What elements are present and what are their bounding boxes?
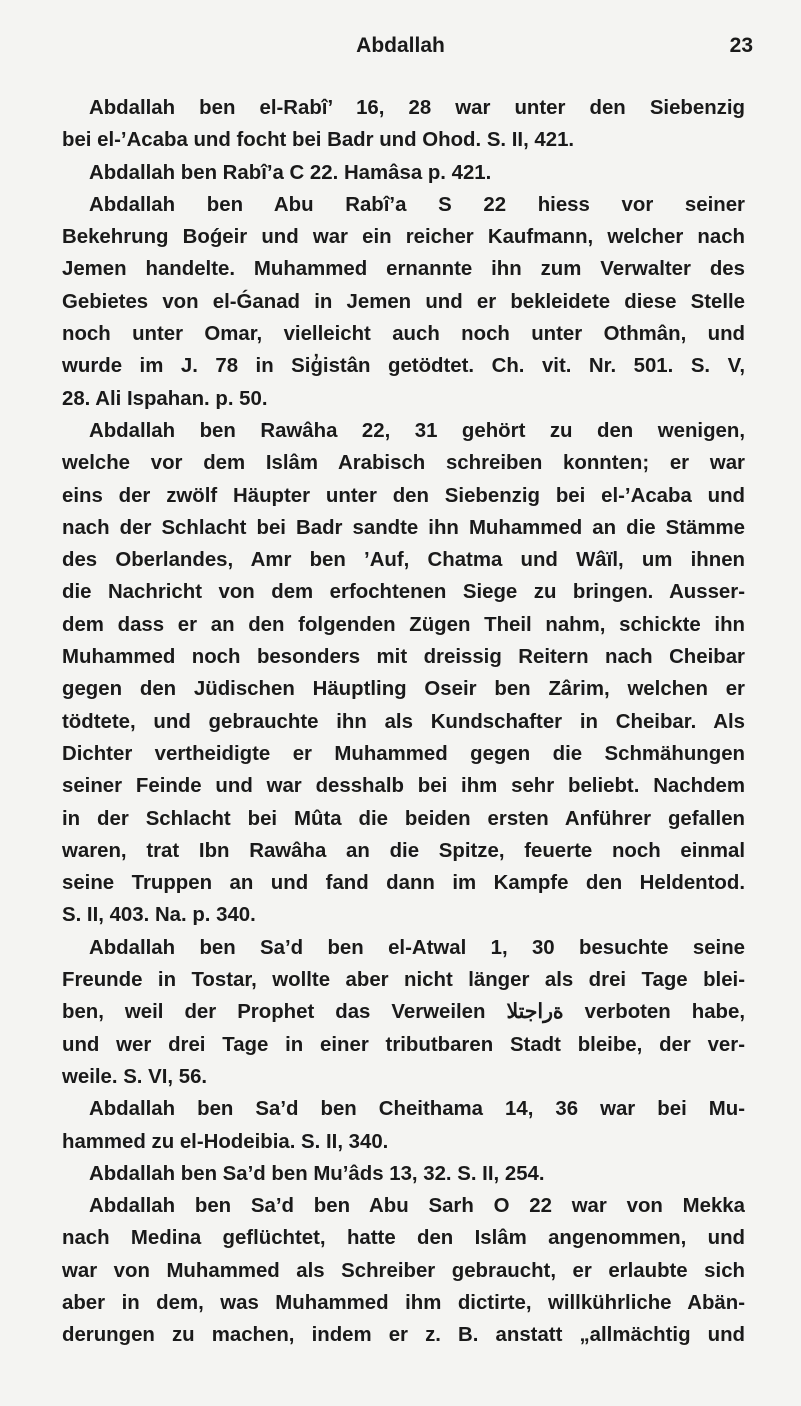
text-line: Abdallah ben Rabî’a C 22. Hamâsa p. 421.	[89, 161, 492, 184]
text-line: gegen den Jüdischen Häuptling Oseir ben Zârim, welchen er	[62, 678, 745, 701]
text-line: welche vor dem Islâm Arabisch schreiben konnten; er war	[62, 452, 745, 475]
text-line: Gebietes von el-Ǵanad in Jemen und er bekleidete diese Stelle	[62, 290, 745, 313]
text-line: derungen zu machen, indem er z. B. anstatt „allmächtig und	[62, 1324, 745, 1347]
dictionary-text-body	[62, 92, 745, 1352]
text-line: waren, trat Ibn Rawâha an die Spitze, feuerte noch einmal	[62, 839, 745, 862]
text-line: Freunde in Tostar, wollte aber nicht länger als drei Tage blei-	[62, 969, 745, 992]
text-line: Abdallah ben Abu Rabî’a S 22 hiess vor seiner	[89, 193, 745, 216]
text-line: aber in dem, was Muhammed ihm dictirte, willkührliche Abän-	[62, 1291, 745, 1314]
running-head	[0, 34, 801, 64]
text-line: wurde im J. 78 in Sig̓istân getödtet. Ch. vit. Nr. 501. S. V,	[62, 355, 745, 378]
text-line: ben, weil der Prophet das Verweilen ةراجتلا verboten habe,	[62, 1001, 745, 1024]
text-line: seiner Feinde und war desshalb bei ihm sehr beliebt. Nachdem	[62, 775, 745, 798]
page-header-title: Abdallah	[356, 34, 445, 57]
text-line: weile. S. VI, 56.	[62, 1065, 208, 1088]
text-line: war von Muhammed als Schreiber gebraucht, er erlaubte sich	[62, 1259, 745, 1282]
text-line: Abdallah ben Sa’d ben Abu Sarh O 22 war von Mekka	[89, 1195, 745, 1218]
text-line: dem dass er an den folgenden Zügen Theil nahm, schickte ihn	[62, 613, 745, 636]
text-line: 28. Ali Ispahan. p. 50.	[62, 387, 268, 410]
text-line: nach der Schlacht bei Badr sandte ihn Muhammed an die Stämme	[62, 516, 745, 539]
text-line: und wer drei Tage in einer tributbaren Stadt bleibe, der ver-	[62, 1033, 745, 1056]
text-line: S. II, 403. Na. p. 340.	[62, 904, 256, 927]
text-line: Muhammed noch besonders mit dreissig Reitern nach Cheibar	[62, 646, 745, 669]
text-line: in der Schlacht bei Mûta die beiden ersten Anführer gefallen	[62, 807, 745, 830]
text-line: Abdallah ben Sa’d ben el-Atwal 1, 30 besuchte seine	[89, 936, 745, 959]
text-line: Abdallah ben Rawâha 22, 31 gehört zu den wenigen,	[89, 419, 745, 442]
text-line: des Oberlandes, Amr ben ’Auf, Chatma und Wâïl, um ihnen	[62, 549, 745, 572]
text-line: Abdallah ben Sa’d ben Cheithama 14, 36 war bei Mu-	[89, 1098, 745, 1121]
text-line: Jemen handelte. Muhammed ernannte ihn zum Verwalter des	[62, 258, 745, 281]
text-line: Abdallah ben Sa’d ben Mu’âds 13, 32. S. II, 254.	[89, 1162, 545, 1185]
text-line: bei el-’Acaba und focht bei Badr und Ohod. S. II, 421.	[62, 129, 575, 152]
text-line: tödtete, und gebrauchte ihn als Kundschafter in Cheibar. Als	[62, 710, 745, 733]
text-line: hammed zu el-Hodeibia. S. II, 340.	[62, 1130, 389, 1153]
text-line: die Nachricht von dem erfochtenen Siege zu bringen. Ausser-	[62, 581, 745, 604]
text-line: Abdallah ben el-Rabî’ 16, 28 war unter den Siebenzig	[89, 97, 745, 119]
text-line: noch unter Omar, vielleicht auch noch unter Othmân, und	[62, 323, 745, 346]
text-line: seine Truppen an und fand dann im Kampfe den Heldentod.	[62, 872, 745, 895]
text-line: eins der zwölf Häupter unter den Siebenzig bei el-’Acaba und	[62, 484, 745, 507]
text-line: Dichter vertheidigte er Muhammed gegen die Schmähungen	[62, 742, 745, 765]
text-line: nach Medina geflüchtet, hatte den Islâm angenommen, und	[62, 1227, 745, 1250]
text-line: Bekehrung Boǵeir und war ein reicher Kaufmann, welcher nach	[62, 226, 745, 249]
page-number: 23	[729, 34, 753, 57]
